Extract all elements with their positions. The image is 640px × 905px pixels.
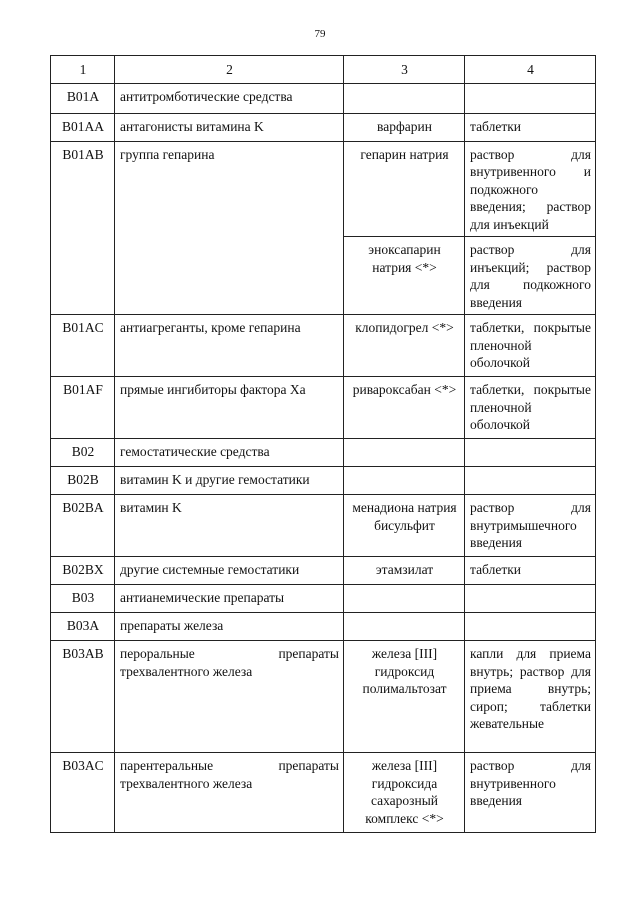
header-cell-1: 1 [51,56,115,84]
atc-code-cell: B01A [51,83,115,113]
atc-code-cell: B03A [51,613,115,641]
drug-name-cell: клопидогрел <*> [344,315,465,377]
table-row [51,113,596,141]
atc-code-cell: B02BX [51,557,115,585]
atc-code-cell: B02 [51,439,115,467]
atc-code-cell: B03AB [51,641,115,753]
dosage-form-cell [465,83,596,113]
atc-code-cell: B03 [51,585,115,613]
dosage-form-cell [465,439,596,467]
dosage-form-cell [465,585,596,613]
group-name-cell: гемостатические средства [115,439,344,467]
atc-code-cell: B01AA [51,113,115,141]
group-name-cell: витамин K [115,495,344,557]
table-row [51,753,596,833]
table-row [51,467,596,495]
drug-name-cell: ривароксабан <*> [344,377,465,439]
header-cell-2: 2 [115,56,344,84]
dosage-form-cell: раствор для внутримышечного введения [465,495,596,557]
medications-table [50,55,596,833]
table-row [51,141,596,237]
atc-code-cell: B01AB [51,141,115,315]
dosage-form-cell: раствор для внутривенного введения [465,753,596,833]
table-row [51,557,596,585]
dosage-form-cell: раствор для внутривенного и подкожного введения; раствор для инъекций [465,141,596,237]
drug-name-cell: эноксапарин натрия <*> [344,237,465,315]
page-number: 79 [314,28,326,40]
atc-code-cell: B01AC [51,315,115,377]
drug-name-cell [344,467,465,495]
table-row [51,585,596,613]
table-row [51,641,596,753]
group-name-cell: антитромботические средства [115,83,344,113]
table-row [51,377,596,439]
drug-name-cell: железа [III] гидроксида сахарозный комплекс <*> [344,753,465,833]
group-name-cell: антиагреганты, кроме гепарина [115,315,344,377]
group-name-cell: группа гепарина [115,141,344,315]
drug-name-cell [344,585,465,613]
atc-code-cell: B01AF [51,377,115,439]
drug-name-cell: этамзилат [344,557,465,585]
dosage-form-cell [465,467,596,495]
header-row [51,56,596,84]
drug-name-cell [344,439,465,467]
dosage-form-cell [465,613,596,641]
group-name-cell: антагонисты витамина K [115,113,344,141]
header-cell-3: 3 [344,56,465,84]
group-name-cell: другие системные гемостатики [115,557,344,585]
group-name-cell: пероральные препараты трехвалентного железа [115,641,344,753]
dosage-form-cell: капли для приема внутрь; раствор для приема внутрь; сироп; таблетки жевательные [465,641,596,753]
table-row [51,613,596,641]
group-name-cell: антианемические препараты [115,585,344,613]
group-name-cell: парентеральные препараты трехвалентного железа [115,753,344,833]
drug-name-cell: гепарин натрия [344,141,465,237]
table-row [51,439,596,467]
dosage-form-cell: таблетки [465,557,596,585]
atc-code-cell: B02BA [51,495,115,557]
table-row [51,83,596,113]
drug-name-cell: железа [III] гидроксид полимальтозат [344,641,465,753]
header-cell-4: 4 [465,56,596,84]
table-row [51,315,596,377]
atc-code-cell: B02B [51,467,115,495]
group-name-cell: препараты железа [115,613,344,641]
drug-name-cell [344,83,465,113]
dosage-form-cell: раствор для инъекций; раствор для подкожного введения [465,237,596,315]
table-row [51,495,596,557]
dosage-form-cell: таблетки, покрытые пленочной оболочкой [465,315,596,377]
dosage-form-cell: таблетки [465,113,596,141]
drug-name-cell: варфарин [344,113,465,141]
dosage-form-cell: таблетки, покрытые пленочной оболочкой [465,377,596,439]
drug-name-cell: менадиона натрия бисульфит [344,495,465,557]
group-name-cell: прямые ингибиторы фактора Xa [115,377,344,439]
group-name-cell: витамин K и другие гемостатики [115,467,344,495]
drug-name-cell [344,613,465,641]
atc-code-cell: B03AC [51,753,115,833]
